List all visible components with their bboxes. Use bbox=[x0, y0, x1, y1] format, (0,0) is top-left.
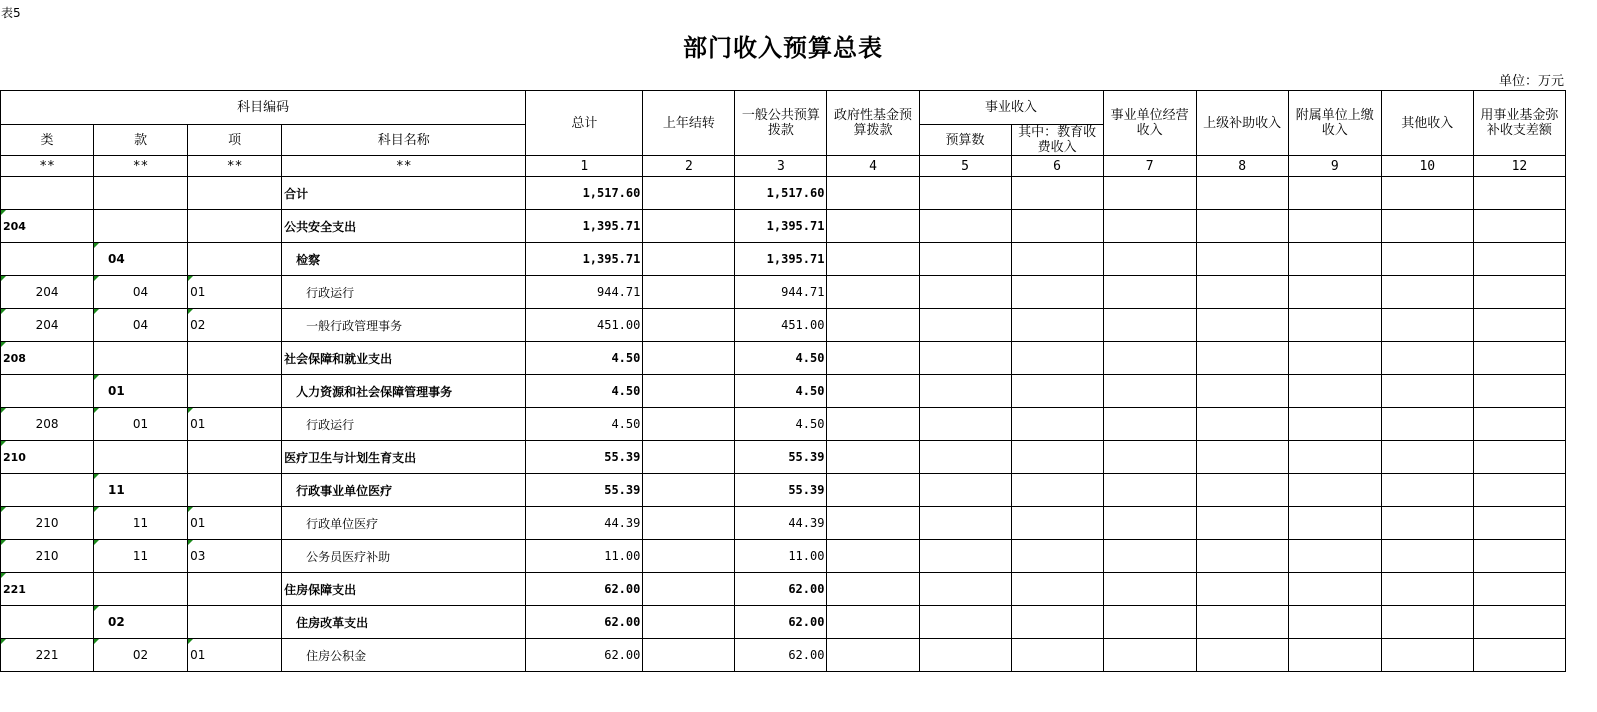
xiang-cell: 01 bbox=[188, 639, 282, 672]
empty-cell bbox=[1196, 375, 1288, 408]
kuan-cell bbox=[94, 573, 188, 606]
header-edu-fee: 其中：教育收费收入 bbox=[1011, 125, 1103, 156]
kuan-cell: 02 bbox=[94, 639, 188, 672]
general-public-cell: 62.00 bbox=[735, 573, 827, 606]
header-subject-code: 科目编码 bbox=[1, 91, 526, 125]
empty-cell bbox=[1473, 177, 1565, 210]
empty-cell bbox=[919, 507, 1011, 540]
general-public-cell: 62.00 bbox=[735, 639, 827, 672]
general-public-cell: 451.00 bbox=[735, 309, 827, 342]
total-cell: 4.50 bbox=[526, 408, 643, 441]
total-cell: 62.00 bbox=[526, 639, 643, 672]
lei-cell: 221 bbox=[1, 573, 94, 606]
header-budget-num: 预算数 bbox=[919, 125, 1011, 156]
empty-cell bbox=[919, 243, 1011, 276]
empty-cell bbox=[1011, 639, 1103, 672]
budget-rows bbox=[1, 177, 1566, 672]
empty-cell bbox=[827, 276, 919, 309]
header-subject-name: 科目名称 bbox=[282, 125, 526, 156]
empty-cell bbox=[1473, 441, 1565, 474]
empty-cell bbox=[827, 309, 919, 342]
empty-cell bbox=[1381, 507, 1473, 540]
kuan-cell: 04 bbox=[94, 276, 188, 309]
empty-cell bbox=[1288, 606, 1381, 639]
table-row bbox=[1, 474, 1566, 507]
xiang-cell bbox=[188, 177, 282, 210]
kuan-cell: 02 bbox=[94, 606, 188, 639]
carry-over-cell bbox=[643, 474, 735, 507]
empty-cell bbox=[1196, 408, 1288, 441]
subject-name-cell: 人力资源和社会保障管理事务 bbox=[282, 375, 526, 408]
total-cell: 1,395.71 bbox=[526, 210, 643, 243]
empty-cell bbox=[1288, 639, 1381, 672]
header-xiang: 项 bbox=[188, 125, 282, 156]
empty-cell bbox=[1288, 408, 1381, 441]
table-row bbox=[1, 507, 1566, 540]
xiang-cell: 02 bbox=[188, 309, 282, 342]
empty-cell bbox=[1288, 276, 1381, 309]
total-cell: 451.00 bbox=[526, 309, 643, 342]
empty-cell bbox=[1473, 639, 1565, 672]
header-other-income: 其他收入 bbox=[1381, 91, 1473, 156]
header-operating-income: 事业单位经营收入 bbox=[1103, 91, 1196, 156]
lei-cell: 208 bbox=[1, 342, 94, 375]
general-public-cell: 55.39 bbox=[735, 474, 827, 507]
empty-cell bbox=[1103, 540, 1196, 573]
total-cell: 11.00 bbox=[526, 540, 643, 573]
subject-name-cell: 行政事业单位医疗 bbox=[282, 474, 526, 507]
table-row bbox=[1, 606, 1566, 639]
carry-over-cell bbox=[643, 573, 735, 606]
xiang-cell: 03 bbox=[188, 540, 282, 573]
table-row bbox=[1, 210, 1566, 243]
empty-cell bbox=[1381, 441, 1473, 474]
kuan-cell bbox=[94, 210, 188, 243]
lei-cell: 210 bbox=[1, 507, 94, 540]
page-title: 部门收入预算总表 bbox=[683, 33, 883, 62]
empty-cell bbox=[1103, 441, 1196, 474]
subject-name-cell: 公共安全支出 bbox=[282, 210, 526, 243]
empty-cell bbox=[1288, 573, 1381, 606]
index-cell: 2 bbox=[643, 156, 735, 177]
total-cell: 1,395.71 bbox=[526, 243, 643, 276]
kuan-cell bbox=[94, 342, 188, 375]
empty-cell bbox=[1103, 474, 1196, 507]
header-lei: 类 bbox=[1, 125, 94, 156]
empty-cell bbox=[1011, 210, 1103, 243]
index-cell: 6 bbox=[1011, 156, 1103, 177]
empty-cell bbox=[827, 243, 919, 276]
empty-cell bbox=[1288, 243, 1381, 276]
empty-cell bbox=[1473, 375, 1565, 408]
lei-cell: 204 bbox=[1, 309, 94, 342]
empty-cell bbox=[827, 540, 919, 573]
empty-cell bbox=[1011, 507, 1103, 540]
empty-cell bbox=[1381, 177, 1473, 210]
lei-cell: 210 bbox=[1, 540, 94, 573]
empty-cell bbox=[1196, 540, 1288, 573]
header-gov-fund: 政府性基金预算拨款 bbox=[827, 91, 919, 156]
subject-name-cell: 医疗卫生与计划生育支出 bbox=[282, 441, 526, 474]
empty-cell bbox=[919, 540, 1011, 573]
empty-cell bbox=[1103, 375, 1196, 408]
total-cell: 1,517.60 bbox=[526, 177, 643, 210]
empty-cell bbox=[1381, 573, 1473, 606]
table-row bbox=[1, 177, 1566, 210]
empty-cell bbox=[1381, 243, 1473, 276]
subject-name-cell: 合计 bbox=[282, 177, 526, 210]
empty-cell bbox=[1196, 276, 1288, 309]
index-cell: 10 bbox=[1381, 156, 1473, 177]
empty-cell bbox=[1103, 177, 1196, 210]
xiang-cell bbox=[188, 375, 282, 408]
lei-cell bbox=[1, 177, 94, 210]
xiang-cell: 01 bbox=[188, 408, 282, 441]
empty-cell bbox=[1011, 441, 1103, 474]
empty-cell bbox=[1288, 474, 1381, 507]
empty-cell bbox=[1196, 573, 1288, 606]
empty-cell bbox=[1288, 309, 1381, 342]
kuan-cell: 11 bbox=[94, 540, 188, 573]
empty-cell bbox=[919, 342, 1011, 375]
empty-cell bbox=[1011, 573, 1103, 606]
header-fund-make-up: 用事业基金弥补收支差额 bbox=[1473, 91, 1565, 156]
empty-cell bbox=[1288, 540, 1381, 573]
kuan-cell bbox=[94, 441, 188, 474]
subject-name-cell: 行政运行 bbox=[282, 276, 526, 309]
empty-cell bbox=[1011, 342, 1103, 375]
empty-cell bbox=[919, 309, 1011, 342]
empty-cell bbox=[919, 606, 1011, 639]
index-cell: ** bbox=[282, 156, 526, 177]
index-cell: ** bbox=[94, 156, 188, 177]
table-row bbox=[1, 276, 1566, 309]
empty-cell bbox=[1011, 276, 1103, 309]
empty-cell bbox=[1381, 540, 1473, 573]
table-code: 表5 bbox=[1, 6, 21, 20]
kuan-cell: 01 bbox=[94, 408, 188, 441]
index-cell: ** bbox=[1, 156, 94, 177]
carry-over-cell bbox=[643, 507, 735, 540]
general-public-cell: 1,395.71 bbox=[735, 243, 827, 276]
header-total: 总计 bbox=[526, 91, 643, 156]
empty-cell bbox=[1011, 540, 1103, 573]
total-cell: 4.50 bbox=[526, 342, 643, 375]
lei-cell: 204 bbox=[1, 276, 94, 309]
general-public-cell: 44.39 bbox=[735, 507, 827, 540]
table-row bbox=[1, 639, 1566, 672]
total-cell: 62.00 bbox=[526, 573, 643, 606]
empty-cell bbox=[919, 441, 1011, 474]
empty-cell bbox=[919, 276, 1011, 309]
empty-cell bbox=[827, 639, 919, 672]
header-superior-subsidy: 上级补助收入 bbox=[1196, 91, 1288, 156]
table-row bbox=[1, 540, 1566, 573]
general-public-cell: 4.50 bbox=[735, 375, 827, 408]
subject-name-cell: 一般行政管理事务 bbox=[282, 309, 526, 342]
general-public-cell: 62.00 bbox=[735, 606, 827, 639]
index-cell: 9 bbox=[1288, 156, 1381, 177]
empty-cell bbox=[1381, 408, 1473, 441]
xiang-cell bbox=[188, 606, 282, 639]
carry-over-cell bbox=[643, 243, 735, 276]
general-public-cell: 1,517.60 bbox=[735, 177, 827, 210]
empty-cell bbox=[827, 441, 919, 474]
subject-name-cell: 住房公积金 bbox=[282, 639, 526, 672]
header-affiliated-income: 附属单位上缴收入 bbox=[1288, 91, 1381, 156]
empty-cell bbox=[1473, 342, 1565, 375]
empty-cell bbox=[1011, 375, 1103, 408]
lei-cell bbox=[1, 243, 94, 276]
total-cell: 944.71 bbox=[526, 276, 643, 309]
empty-cell bbox=[1288, 507, 1381, 540]
index-cell: 12 bbox=[1473, 156, 1565, 177]
lei-cell bbox=[1, 474, 94, 507]
empty-cell bbox=[827, 210, 919, 243]
general-public-cell: 4.50 bbox=[735, 342, 827, 375]
empty-cell bbox=[1473, 408, 1565, 441]
table-row bbox=[1, 243, 1566, 276]
lei-cell: 210 bbox=[1, 441, 94, 474]
empty-cell bbox=[827, 342, 919, 375]
empty-cell bbox=[1473, 573, 1565, 606]
empty-cell bbox=[827, 507, 919, 540]
carry-over-cell bbox=[643, 639, 735, 672]
empty-cell bbox=[1196, 177, 1288, 210]
empty-cell bbox=[1473, 309, 1565, 342]
xiang-cell bbox=[188, 474, 282, 507]
empty-cell bbox=[1473, 474, 1565, 507]
general-public-cell: 11.00 bbox=[735, 540, 827, 573]
empty-cell bbox=[919, 210, 1011, 243]
empty-cell bbox=[1196, 606, 1288, 639]
carry-over-cell bbox=[643, 375, 735, 408]
empty-cell bbox=[1381, 276, 1473, 309]
empty-cell bbox=[1103, 639, 1196, 672]
subject-name-cell: 行政运行 bbox=[282, 408, 526, 441]
empty-cell bbox=[1473, 210, 1565, 243]
general-public-cell: 4.50 bbox=[735, 408, 827, 441]
empty-cell bbox=[1288, 375, 1381, 408]
empty-cell bbox=[1288, 342, 1381, 375]
table-row bbox=[1, 573, 1566, 606]
kuan-cell: 11 bbox=[94, 507, 188, 540]
empty-cell bbox=[1381, 639, 1473, 672]
empty-cell bbox=[919, 408, 1011, 441]
carry-over-cell bbox=[643, 210, 735, 243]
empty-cell bbox=[1381, 606, 1473, 639]
empty-cell bbox=[1196, 639, 1288, 672]
carry-over-cell bbox=[643, 540, 735, 573]
xiang-cell bbox=[188, 210, 282, 243]
empty-cell bbox=[1103, 210, 1196, 243]
total-cell: 55.39 bbox=[526, 474, 643, 507]
index-cell: 1 bbox=[526, 156, 643, 177]
empty-cell bbox=[827, 375, 919, 408]
empty-cell bbox=[827, 606, 919, 639]
xiang-cell bbox=[188, 441, 282, 474]
carry-over-cell bbox=[643, 342, 735, 375]
empty-cell bbox=[1473, 540, 1565, 573]
empty-cell bbox=[1196, 474, 1288, 507]
index-cell: ** bbox=[188, 156, 282, 177]
subject-name-cell: 行政单位医疗 bbox=[282, 507, 526, 540]
empty-cell bbox=[1288, 210, 1381, 243]
empty-cell bbox=[1288, 177, 1381, 210]
empty-cell bbox=[1473, 276, 1565, 309]
empty-cell bbox=[1011, 474, 1103, 507]
subject-name-cell: 公务员医疗补助 bbox=[282, 540, 526, 573]
empty-cell bbox=[1103, 243, 1196, 276]
lei-cell: 208 bbox=[1, 408, 94, 441]
index-row bbox=[1, 156, 1566, 177]
empty-cell bbox=[1103, 507, 1196, 540]
general-public-cell: 1,395.71 bbox=[735, 210, 827, 243]
xiang-cell bbox=[188, 342, 282, 375]
lei-cell: 221 bbox=[1, 639, 94, 672]
total-cell: 4.50 bbox=[526, 375, 643, 408]
empty-cell bbox=[1473, 507, 1565, 540]
index-cell: 7 bbox=[1103, 156, 1196, 177]
subject-name-cell: 社会保障和就业支出 bbox=[282, 342, 526, 375]
empty-cell bbox=[1196, 210, 1288, 243]
empty-cell bbox=[919, 573, 1011, 606]
budget-table bbox=[0, 90, 1566, 672]
empty-cell bbox=[827, 573, 919, 606]
xiang-cell bbox=[188, 573, 282, 606]
subject-name-cell: 住房改革支出 bbox=[282, 606, 526, 639]
empty-cell bbox=[1196, 507, 1288, 540]
empty-cell bbox=[1196, 309, 1288, 342]
xiang-cell bbox=[188, 243, 282, 276]
empty-cell bbox=[1011, 606, 1103, 639]
table-row bbox=[1, 408, 1566, 441]
subject-name-cell: 检察 bbox=[282, 243, 526, 276]
empty-cell bbox=[1011, 408, 1103, 441]
empty-cell bbox=[1381, 210, 1473, 243]
total-cell: 44.39 bbox=[526, 507, 643, 540]
carry-over-cell bbox=[643, 606, 735, 639]
empty-cell bbox=[1473, 606, 1565, 639]
kuan-cell: 04 bbox=[94, 309, 188, 342]
total-cell: 62.00 bbox=[526, 606, 643, 639]
empty-cell bbox=[919, 375, 1011, 408]
empty-cell bbox=[1196, 243, 1288, 276]
header-kuan: 款 bbox=[94, 125, 188, 156]
empty-cell bbox=[1103, 408, 1196, 441]
empty-cell bbox=[1288, 441, 1381, 474]
empty-cell bbox=[1103, 276, 1196, 309]
empty-cell bbox=[1473, 243, 1565, 276]
empty-cell bbox=[1103, 573, 1196, 606]
table-row bbox=[1, 309, 1566, 342]
general-public-cell: 55.39 bbox=[735, 441, 827, 474]
lei-cell bbox=[1, 375, 94, 408]
empty-cell bbox=[919, 177, 1011, 210]
empty-cell bbox=[1011, 309, 1103, 342]
index-cell: 4 bbox=[827, 156, 919, 177]
header-general-public: 一般公共预算拨款 bbox=[735, 91, 827, 156]
lei-cell: 204 bbox=[1, 210, 94, 243]
table-row bbox=[1, 441, 1566, 474]
empty-cell bbox=[1381, 342, 1473, 375]
empty-cell bbox=[1103, 342, 1196, 375]
xiang-cell: 01 bbox=[188, 507, 282, 540]
general-public-cell: 944.71 bbox=[735, 276, 827, 309]
subject-name-cell: 住房保障支出 bbox=[282, 573, 526, 606]
index-cell: 3 bbox=[735, 156, 827, 177]
carry-over-cell bbox=[643, 408, 735, 441]
empty-cell bbox=[1196, 342, 1288, 375]
empty-cell bbox=[827, 474, 919, 507]
carry-over-cell bbox=[643, 276, 735, 309]
empty-cell bbox=[1011, 243, 1103, 276]
kuan-cell: 11 bbox=[94, 474, 188, 507]
carry-over-cell bbox=[643, 177, 735, 210]
carry-over-cell bbox=[643, 441, 735, 474]
unit-label: 单位：万元 bbox=[1498, 74, 1564, 89]
empty-cell bbox=[827, 408, 919, 441]
empty-cell bbox=[919, 639, 1011, 672]
xiang-cell: 01 bbox=[188, 276, 282, 309]
index-cell: 8 bbox=[1196, 156, 1288, 177]
kuan-cell: 04 bbox=[94, 243, 188, 276]
empty-cell bbox=[919, 474, 1011, 507]
empty-cell bbox=[1103, 606, 1196, 639]
lei-cell bbox=[1, 606, 94, 639]
table-row bbox=[1, 342, 1566, 375]
header-carry-over: 上年结转 bbox=[643, 91, 735, 156]
empty-cell bbox=[1381, 474, 1473, 507]
empty-cell bbox=[1103, 309, 1196, 342]
empty-cell bbox=[827, 177, 919, 210]
kuan-cell bbox=[94, 177, 188, 210]
kuan-cell: 01 bbox=[94, 375, 188, 408]
empty-cell bbox=[1196, 441, 1288, 474]
table-row bbox=[1, 375, 1566, 408]
index-cell: 5 bbox=[919, 156, 1011, 177]
empty-cell bbox=[1011, 177, 1103, 210]
empty-cell bbox=[1381, 375, 1473, 408]
carry-over-cell bbox=[643, 309, 735, 342]
total-cell: 55.39 bbox=[526, 441, 643, 474]
header-business-income: 事业收入 bbox=[919, 91, 1103, 125]
empty-cell bbox=[1381, 309, 1473, 342]
